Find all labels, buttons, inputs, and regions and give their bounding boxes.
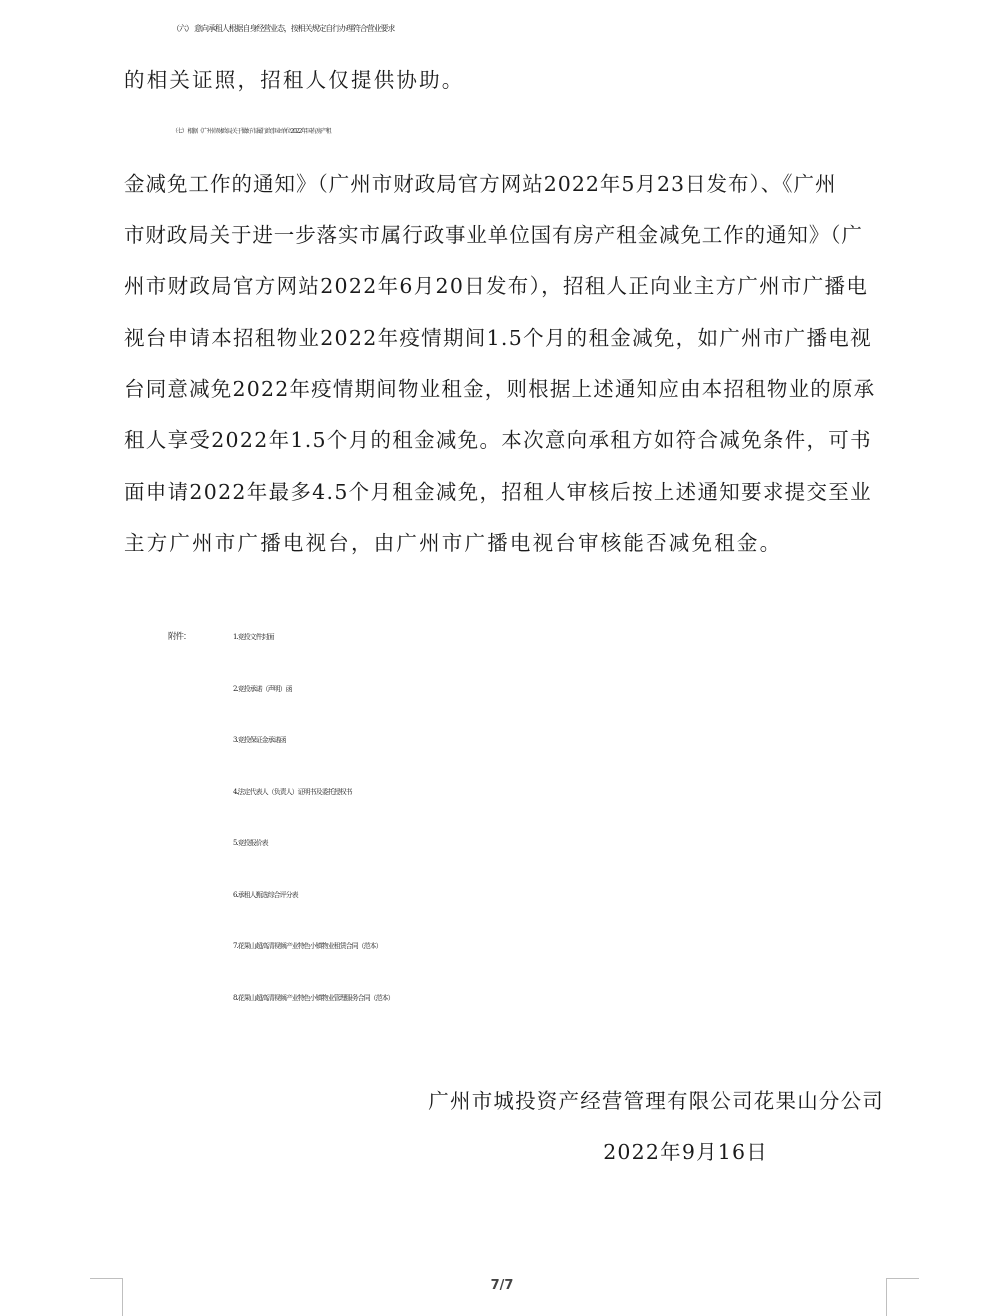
- signature-date: 2022年9月16日: [603, 1140, 768, 1164]
- paragraph-7-line-5: 视台申请本招租物业2022年疫情期间1.5个月的租金减免，如广州市广播电视: [124, 326, 872, 350]
- signature-company: 广州市城投资产经营管理有限公司花果山分公司: [428, 1089, 884, 1113]
- attachment-item-4: 4.法定代表人（负责人）证明书及委托授权书: [233, 788, 352, 796]
- attachment-item-6: 6.承租人甄选综合评分表: [233, 891, 298, 899]
- attachment-item-5: 5.竞投报价表: [233, 839, 268, 847]
- paragraph-7-line-3: 市财政局关于进一步落实市属行政事业单位国有房产租金减免工作的通知》（广: [124, 223, 863, 247]
- paragraph-7-line-6: 台同意减免2022年疫情期间物业租金，则根据上述通知应由本招租物业的原承: [124, 377, 876, 401]
- paragraph-7-line-4: 州市财政局官方网站2022年6月20日发布），招租人正向业主方广州市广播电: [124, 274, 869, 298]
- paragraph-7-line-2: 金减免工作的通知》（广州市财政局官方网站2022年5月23日发布）、《广州: [124, 172, 837, 196]
- attachment-item-7: 7.花果山超高清视频产业特色小镇物业租赁合同（范本）: [233, 942, 382, 950]
- paragraph-6-line-1: （六） 意向承租人根据自身经营业态，按相关规定自行办理符合营业要求: [172, 24, 395, 33]
- paragraph-7-line-8: 面申请2022年最多4.5个月租金减免，招租人审核后按上述通知要求提交至业: [124, 480, 872, 504]
- paragraph-7-line-1: （七） 根据《广州市财政局关于做好市属行政事业单位2022年国有房产租: [172, 128, 331, 135]
- paragraph-6-line-2: 的相关证照，招租人仅提供协助。: [124, 68, 465, 92]
- attachment-item-1: 1.竞投文件封面: [233, 633, 274, 641]
- paragraph-7-line-7: 租人享受2022年1.5个月的租金减免。本次意向承租方如符合减免条件，可书: [124, 428, 872, 452]
- attachment-item-2: 2.竞投承诺（声明）函: [233, 685, 292, 693]
- attachment-item-8: 8.花果山超高清视频产业特色小镇物业管理服务合同（范本）: [233, 994, 394, 1002]
- paragraph-7-line-9: 主方广州市广播电视台，由广州市广播电视台审核能否减免租金。: [124, 531, 783, 555]
- page-number: 7/7: [490, 1278, 514, 1293]
- attachment-item-3: 3.竞投保证金承诺函: [233, 736, 286, 744]
- attachments-heading: 附件：: [168, 632, 191, 642]
